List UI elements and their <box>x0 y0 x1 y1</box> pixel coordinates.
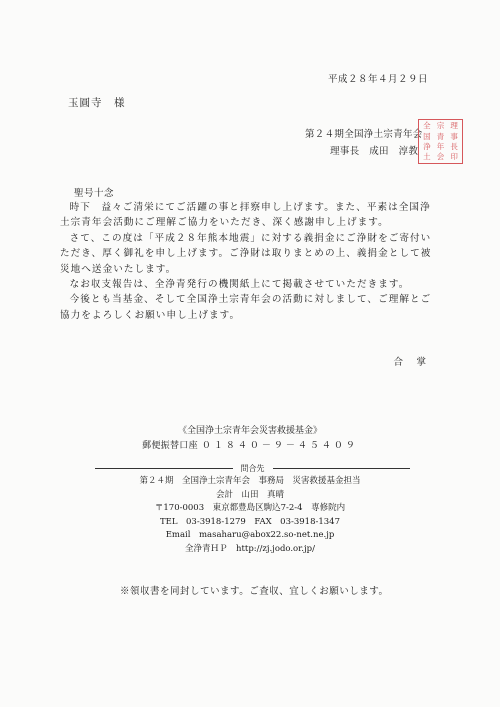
official-seal-stamp <box>418 119 463 164</box>
divider-line <box>273 468 411 469</box>
seal-char: 浄 <box>423 141 431 151</box>
contact-divider <box>95 462 410 474</box>
contact-office: 第２４期 全国浄土宗青年会 事務局 災害救援基金担当 <box>139 476 361 486</box>
recipient-name: 玉圓寺 様 <box>68 97 126 109</box>
contact-block <box>0 475 500 557</box>
letter-date: 平成２８年４月２９日 <box>327 74 428 85</box>
postal-account-label: 郵便振替口座 <box>142 441 198 451</box>
seal-char: 宗 <box>436 121 445 131</box>
sender-organization: 第２４期全国浄土宗青年会 <box>305 129 423 140</box>
body-paragraph: 今後とも当基金、そして全国浄土宗青年会の活動に対しまして、ご理解とご協力をよろしくお願い申し上げます。 <box>60 294 432 321</box>
divider-line <box>95 468 233 469</box>
body-paragraph: さて、この度は「平成２８年熊本地震」に対する義捐金にご浄財をご寄付いただき、厚く御礼を申し上げます。ご浄財は取りまとめの上、義捐金として被災地へ送金いたします。 <box>60 232 432 275</box>
postal-account-number: ０１８４０－９－４５４０９ <box>201 441 358 451</box>
seal-char: 土 <box>423 152 431 162</box>
seal-char: 会 <box>436 152 445 162</box>
fund-name: 《全国浄土宗青年会災害救援基金》 <box>177 426 322 436</box>
contact-website: 全浄青ＨＰ http://zj.jodo.or.jp/ <box>185 543 315 554</box>
seal-char: 長 <box>450 141 458 151</box>
body-paragraph: なお収支報告は、全浄青発行の機関紙上にて掲載させていただきます。 <box>69 279 410 291</box>
seal-char: 印 <box>450 152 458 162</box>
seal-char: 青 <box>436 131 445 141</box>
postal-account <box>0 438 500 451</box>
letter-body <box>60 200 436 323</box>
contact-address: 〒170-0003 東京都豊島区駒込7-2-4 専修院内 <box>154 503 346 514</box>
body-paragraph: 時下 益々ご清栄にてご活躍の事と拝察申し上げます。また、平素は全国浄土宗青年会活動にご理解ご協力をいただき、深く感謝申し上げます。 <box>60 202 431 229</box>
contact-phone-fax: TEL 03-3918-1279 FAX 03-3918-1347 <box>159 516 340 527</box>
receipt-footnote: ※領収書を同封しています。ご査収、宜しくお願いします。 <box>120 586 389 597</box>
seal-char: 理 <box>450 121 458 131</box>
sender-title-name: 理事長 成田 淳教 <box>330 146 419 157</box>
closing-phrase: 合 掌 <box>393 357 428 368</box>
seal-char: 事 <box>450 131 458 141</box>
contact-header: 問合先 <box>240 463 265 473</box>
greeting: 聖号十念 <box>74 188 115 199</box>
seal-char: 全 <box>423 121 431 131</box>
seal-char: 国 <box>423 131 431 141</box>
contact-person: 会計 山田 真晴 <box>215 489 284 500</box>
contact-email: Email masaharu@abox22.so-net.ne.jp <box>165 530 335 541</box>
seal-char: 年 <box>436 141 445 151</box>
